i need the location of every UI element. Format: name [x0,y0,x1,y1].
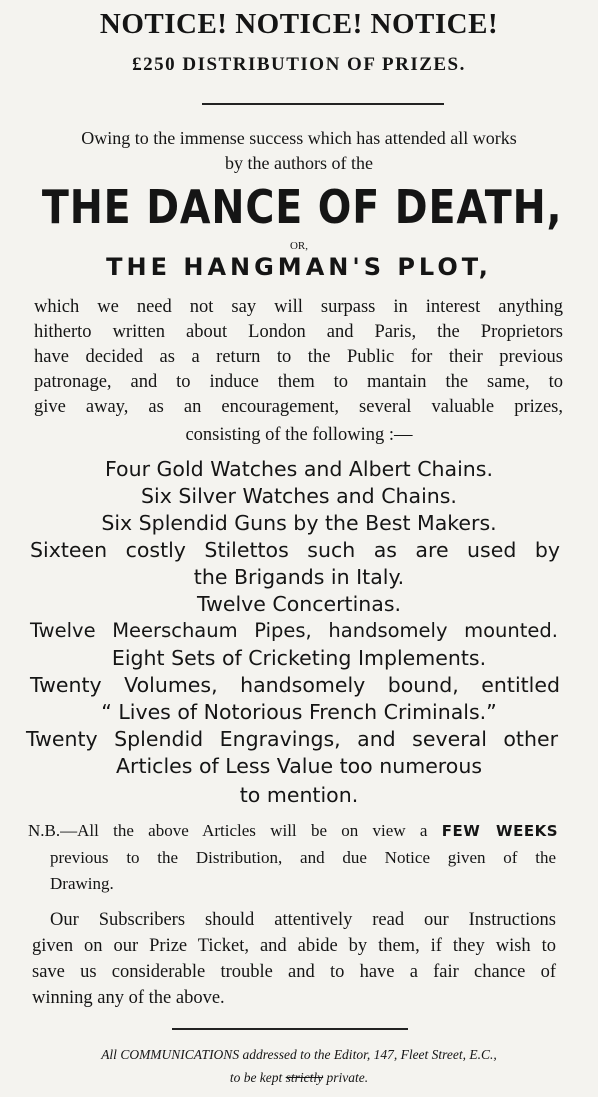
intro-line-1: Owing to the immense success which has attended all works [81,128,517,148]
top-divider [202,103,444,105]
prize-gold-watches: Four Gold Watches and Albert Chains. [105,457,493,481]
prize-cricket-sets: Eight Sets of Cricketing Implements. [111,646,487,670]
prize-volumes: Twenty Volumes, handsomely bound, entitled [30,673,560,697]
prize-stilettos: Sixteen costly Stilettos such as are used by [30,538,560,562]
headline: NOTICE! NOTICE! NOTICE! [99,8,499,40]
prize-engravings-end: to mention. [239,783,359,807]
prize-volumes-title: “ Lives of Notorious French Criminals.” [101,700,497,724]
body-line-5: give away, as an encouragement, several valuable prizes, [34,397,563,417]
book-subtitle: THE HANGMAN'S PLOT, [106,253,492,281]
book-title-or: OR, [289,240,309,252]
footer-line-1 [0,1047,598,1063]
footer-address: addressed to the Editor, 147, Fleet Street, E.C., [242,1047,497,1062]
subheadline: £250 DISTRIBUTION OF PRIZES. [132,54,466,75]
prize-pipes: Twelve Meerschaum Pipes, handsomely mounted. [30,619,558,642]
footer-line-2 [0,1070,598,1086]
bottom-divider [172,1028,408,1030]
body-line-1: which we need not say will surpass in interest anything [34,297,563,317]
instructions-line-3: save us considerable trouble and to have a fair chance of [32,962,556,982]
footer-communications: COMMUNICATIONS [120,1047,240,1062]
prize-engravings: Twenty Splendid Engravings, and several other [26,727,558,751]
body-line-2: hitherto written about London and Paris, the Proprietors [34,322,563,342]
footer-private: private. [326,1070,369,1085]
prize-guns: Six Splendid Guns by the Best Makers. [101,511,497,535]
footer-kept: to be kept [229,1070,283,1085]
body-line-3: have decided as a return to the Public for their previous [34,347,563,367]
book-title: THE DANCE OF DEATH, [41,180,563,234]
prize-engravings-cont: Articles of Less Value too numerous [116,754,482,778]
prize-silver-watches: Six Silver Watches and Chains. [141,484,457,508]
instructions-line-1: Our Subscribers should attentively read our Instructions [50,910,556,930]
prize-stilettos-cont: the Brigands in Italy. [193,565,405,589]
prize-concertinas: Twelve Concertinas. [196,592,402,616]
body-line-4: patronage, and to induce them to mantain the same, to [34,372,563,392]
intro-line-2: by the authors of the [225,153,373,173]
instructions-last-line: winning any of the above. [32,988,225,1008]
nb-line-3: Drawing. [50,874,114,893]
nb-line-2: previous to the Distribution, and due Notice given of the [50,848,556,867]
nb-line-1-text: N.B.—All the above Articles will be on view a [28,821,428,840]
body-last-line: consisting of the following :— [185,425,413,445]
footer-all: All [101,1047,117,1062]
nb-emphasis: FEW WEEKS [441,822,558,840]
instructions-line-2: given on our Prize Ticket, and abide by them, if they wish to [32,936,556,956]
footer-struck-word: strictly [285,1070,324,1085]
nb-line-1 [28,821,558,841]
